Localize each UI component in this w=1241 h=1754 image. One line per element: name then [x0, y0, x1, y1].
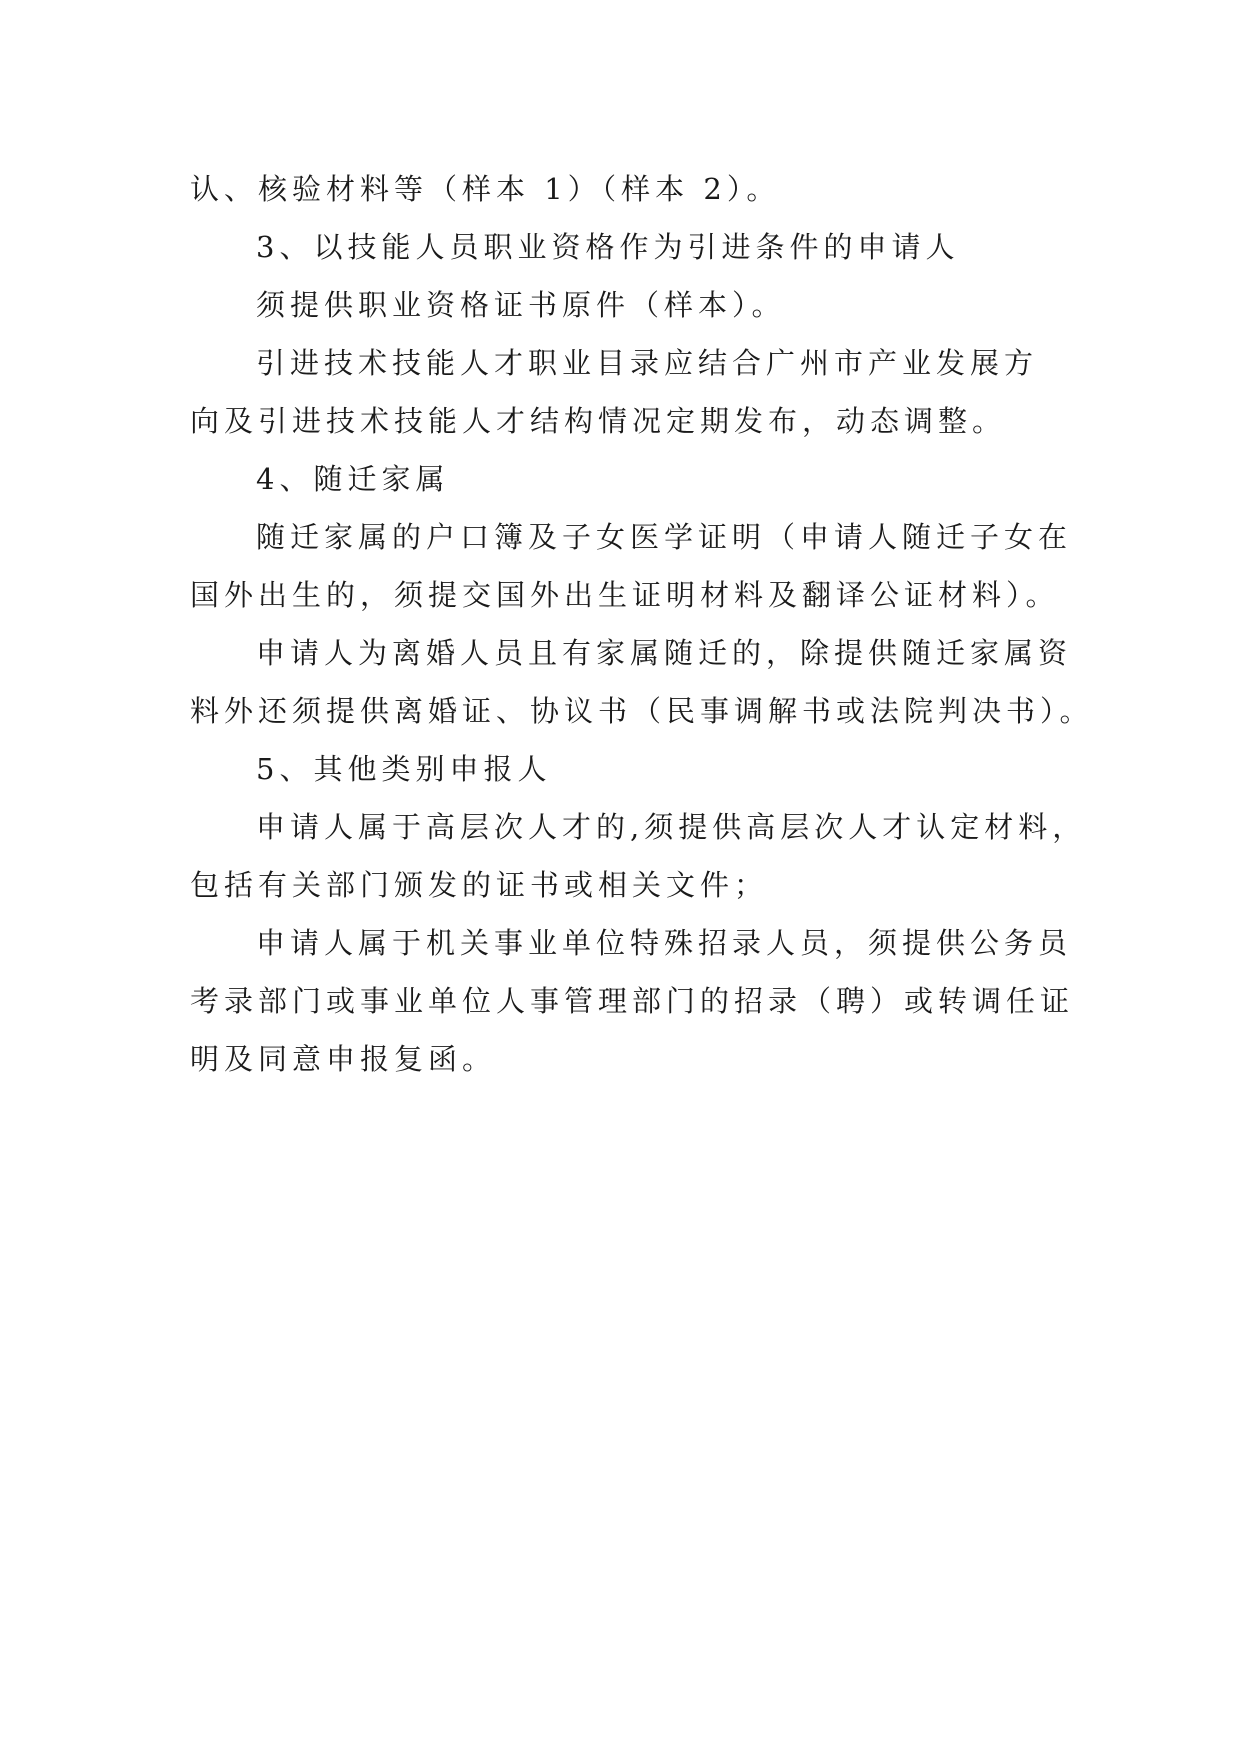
text-line: 申请人为离婚人员且有家属随迁的，除提供随迁家属资 [256, 636, 1073, 670]
text-line: 4、随迁家属 [256, 462, 450, 496]
text-line: 认、核验材料等（样本 1）（样本 2）。 [190, 172, 781, 206]
text-line: 包括有关部门颁发的证书或相关文件； [190, 868, 769, 902]
text-line: 申请人属于高层次人才的,须提供高层次人才认定材料， [256, 810, 1087, 844]
text-line: 3、以技能人员职业资格作为引进条件的申请人 [256, 230, 960, 264]
text-line: 料外还须提供离婚证、协议书（民事调解书或法院判决书）。 [190, 694, 1094, 728]
text-line: 5、其他类别申报人 [256, 752, 552, 786]
text-line: 引进技术技能人才职业目录应结合广州市产业发展方 [256, 346, 1039, 380]
document-body [190, 160, 1094, 1088]
text-line: 须提供职业资格证书原件（样本）。 [256, 288, 786, 322]
text-line: 申请人属于机关事业单位特殊招录人员，须提供公务员 [256, 926, 1073, 960]
text-line: 向及引进技术技能人才结构情况定期发布，动态调整。 [190, 404, 1007, 438]
text-line: 国外出生的，须提交国外出生证明材料及翻译公证材料）。 [190, 578, 1060, 612]
text-line: 随迁家属的户口簿及子女医学证明（申请人随迁子女在 [256, 520, 1073, 554]
text-line: 考录部门或事业单位人事管理部门的招录（聘）或转调任证 [190, 984, 1075, 1018]
text-line: 明及同意申报复函。 [190, 1042, 497, 1076]
